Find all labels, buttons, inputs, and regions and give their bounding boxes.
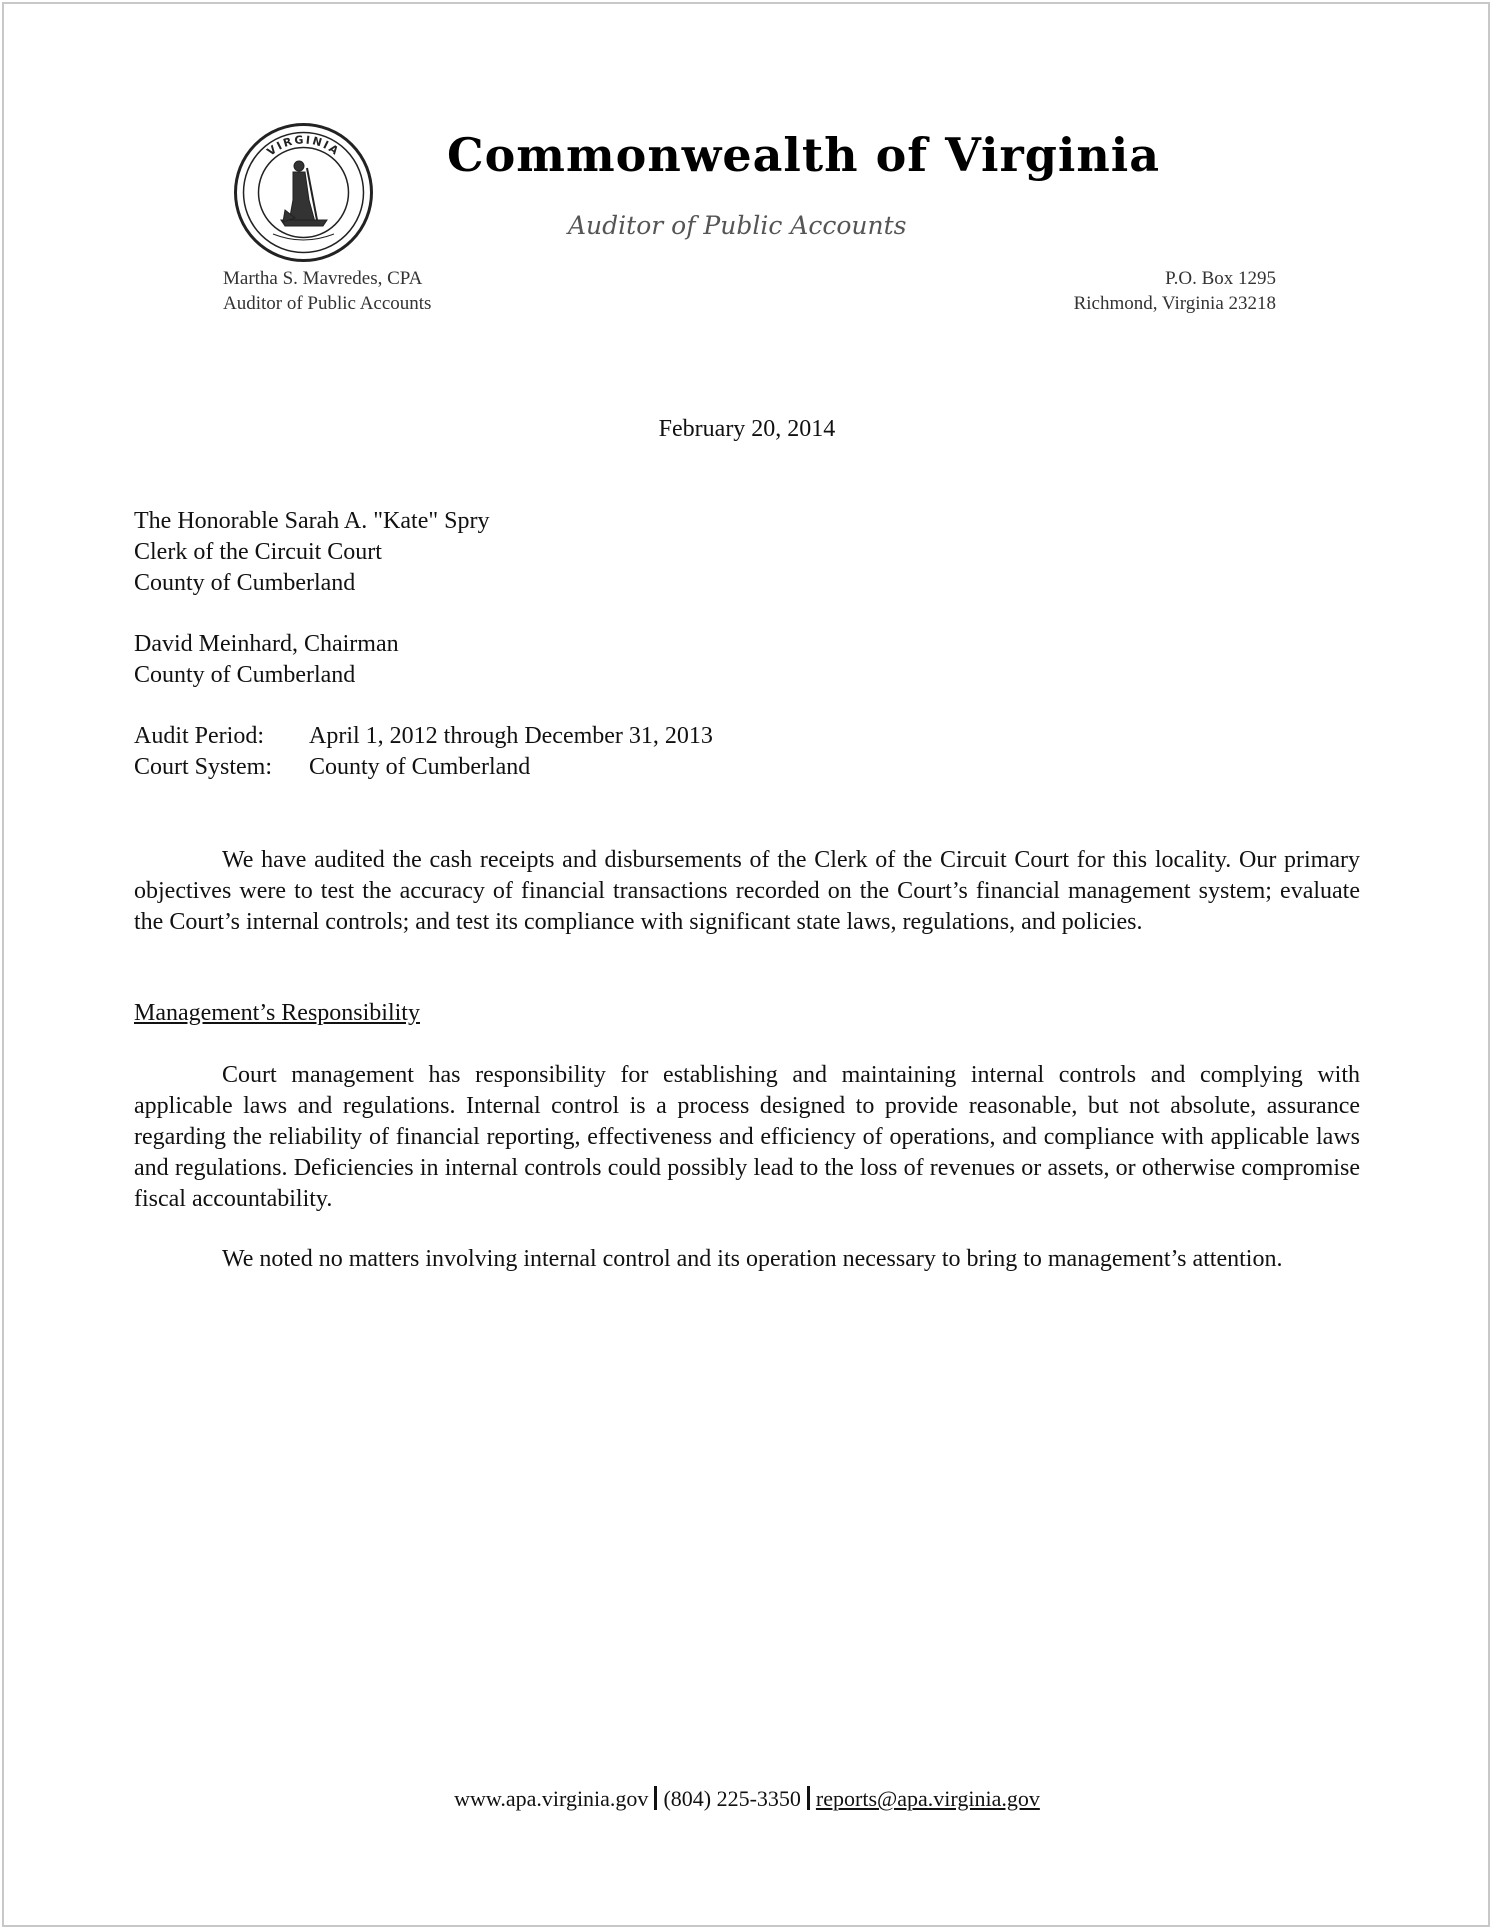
footer-separator — [807, 1786, 810, 1810]
audit-period-value: April 1, 2012 through December 31, 2013 — [309, 723, 713, 749]
court-system-value: County of Cumberland — [309, 754, 531, 780]
footer-separator — [654, 1786, 657, 1810]
auditor-title: Auditor of Public Accounts — [223, 293, 432, 314]
po-box: P.O. Box 1295 — [1165, 268, 1276, 289]
paragraph-text: We noted no matters involving internal control and its operation necessary to bring to management’s attention. — [222, 1246, 1283, 1272]
body-paragraph-1 — [134, 845, 1360, 938]
recipient-line: County of Cumberland — [134, 570, 356, 596]
section-heading: Management’s Responsibility — [134, 1000, 420, 1026]
court-system-row — [134, 752, 713, 783]
audit-period-label: Audit Period: — [134, 723, 264, 749]
recipient-line: Clerk of the Circuit Court — [134, 539, 382, 565]
recipient-line: The Honorable Sarah A. "Kate" Spry — [134, 508, 490, 534]
recipient-line: David Meinhard, Chairman — [134, 631, 399, 657]
paragraph-text: Court management has responsibility for establishing and maintaining internal controls and complying with applicable laws and regulations. Internal control is a process designed to provide reasonable, but not absolute, assurance regarding the reliability of financial reporting, effectiveness and efficiency of operations, and compliance with applicable laws and regulations. Deficiencies in internal controls could possibly lead to the loss of revenues or assets, or otherwise compromise fiscal accountability. — [134, 1062, 1360, 1212]
body-paragraph-3 — [134, 1244, 1360, 1275]
letterhead-title: Commonwealth of Virginia — [447, 128, 1161, 182]
letter-date: February 20, 2014 — [658, 416, 836, 442]
audit-period-row — [134, 721, 713, 752]
footer-email-link[interactable]: reports@apa.virginia.gov — [815, 1786, 1040, 1811]
auditor-name: Martha S. Mavredes, CPA — [223, 268, 423, 289]
svg-text:VIRGINIA: VIRGINIA — [264, 133, 343, 159]
footer-phone: (804) 225-3350 — [663, 1786, 801, 1811]
recipient-address-2 — [134, 629, 399, 691]
letterhead-address-block — [1074, 266, 1276, 316]
recipient-address-1 — [134, 506, 490, 599]
footer-contact — [0, 1784, 1494, 1814]
footer-website-link[interactable]: www.apa.virginia.gov — [454, 1786, 649, 1811]
letterhead-subtitle: Auditor of Public Accounts — [568, 211, 907, 240]
letterhead-auditor-block — [223, 266, 431, 316]
paragraph-text: We have audited the cash receipts and disbursements of the Clerk of the Circuit Court for this locality. Our primary objectives were to test the accuracy of financial transactions recorded on the Court’s financial management system; evaluate the Court’s internal controls; and test its compliance with significant state laws, regulations, and policies. — [134, 847, 1360, 935]
body-paragraph-2 — [134, 1060, 1360, 1215]
virginia-seal-icon — [233, 122, 374, 263]
court-system-label: Court System: — [134, 754, 273, 780]
city-state-zip: Richmond, Virginia 23218 — [1073, 293, 1276, 314]
recipient-line: County of Cumberland — [134, 662, 356, 688]
audit-info — [134, 721, 713, 783]
